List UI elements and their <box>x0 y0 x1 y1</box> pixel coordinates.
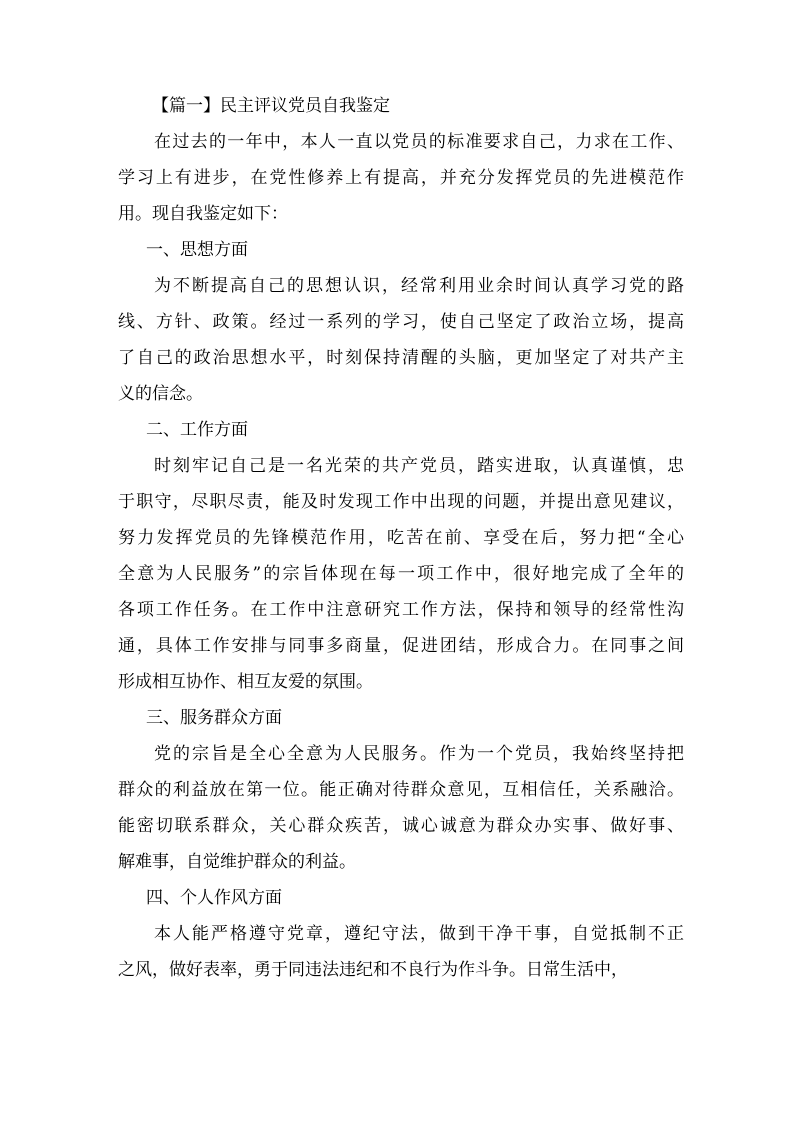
paragraph <box>118 448 684 700</box>
paragraph <box>118 736 684 880</box>
section-heading: 二、工作方面 <box>146 420 248 440</box>
paragraph-line: 在过去的一年中，本人一直以党员的标准要求自己，力求在工作、 <box>154 132 684 152</box>
paragraph-line: 各项工作任务。在工作中注意研究工作方法，保持和领导的经常性沟 <box>118 600 684 620</box>
paragraph <box>118 916 684 988</box>
paragraph-line: 之风，做好表率，勇于同违法违纪和不良行为作斗争。日常生活中， <box>118 960 628 980</box>
paragraph-line: 努力发挥党员的先锋模范作用，吃苦在前、享受在后，努力把“全心 <box>118 528 684 548</box>
paragraph-line: 了自己的政治思想水平，时刻保持清醒的头脑，更加坚定了对共产主 <box>118 348 684 368</box>
paragraph-line: 学习上有进步，在党性修养上有提高，并充分发挥党员的先进模范作 <box>118 168 684 188</box>
paragraph <box>118 268 684 412</box>
section-heading: 三、服务群众方面 <box>146 708 282 728</box>
paragraph-line: 解难事，自觉维护群众的利益。 <box>118 852 356 872</box>
paragraph-line: 为不断提高自己的思想认识，经常利用业余时间认真学习党的路 <box>154 276 684 296</box>
paragraph-line: 本人能严格遵守党章，遵纪守法，做到干净干事，自觉抵制不正 <box>154 924 684 944</box>
paragraph-line: 义的信念。 <box>118 384 203 404</box>
paragraph-line: 时刻牢记自己是一名光荣的共产党员，踏实进取，认真谨慎，忠 <box>154 456 684 476</box>
document-body <box>118 88 684 988</box>
paragraph-line: 通，具体工作安排与同事多商量，促进团结，形成合力。在同事之间 <box>118 636 684 656</box>
section-heading: 四、个人作风方面 <box>146 888 282 908</box>
paragraph-line: 党的宗旨是全心全意为人民服务。作为一个党员，我始终坚持把 <box>154 744 684 764</box>
section-heading: 一、思想方面 <box>146 240 248 260</box>
paragraph-line: 形成相互协作、相互友爱的氛围。 <box>118 672 373 692</box>
paragraph-line: 于职守，尽职尽责，能及时发现工作中出现的问题，并提出意见建议， <box>118 492 684 512</box>
document-title: 【篇一】民主评议党员自我鉴定 <box>152 96 390 116</box>
paragraph-line: 群众的利益放在第一位。能正确对待群众意见，互相信任，关系融洽。 <box>118 780 684 800</box>
document-content <box>118 124 684 988</box>
paragraph-line: 用。现自我鉴定如下： <box>118 204 288 224</box>
paragraph-line: 全意为人民服务”的宗旨体现在每一项工作中，很好地完成了全年的 <box>118 564 684 584</box>
paragraph-line: 能密切联系群众，关心群众疾苦，诚心诚意为群众办实事、做好事、 <box>118 816 684 836</box>
paragraph <box>118 124 684 232</box>
paragraph-line: 线、方针、政策。经过一系列的学习，使自己坚定了政治立场，提高 <box>118 312 684 332</box>
